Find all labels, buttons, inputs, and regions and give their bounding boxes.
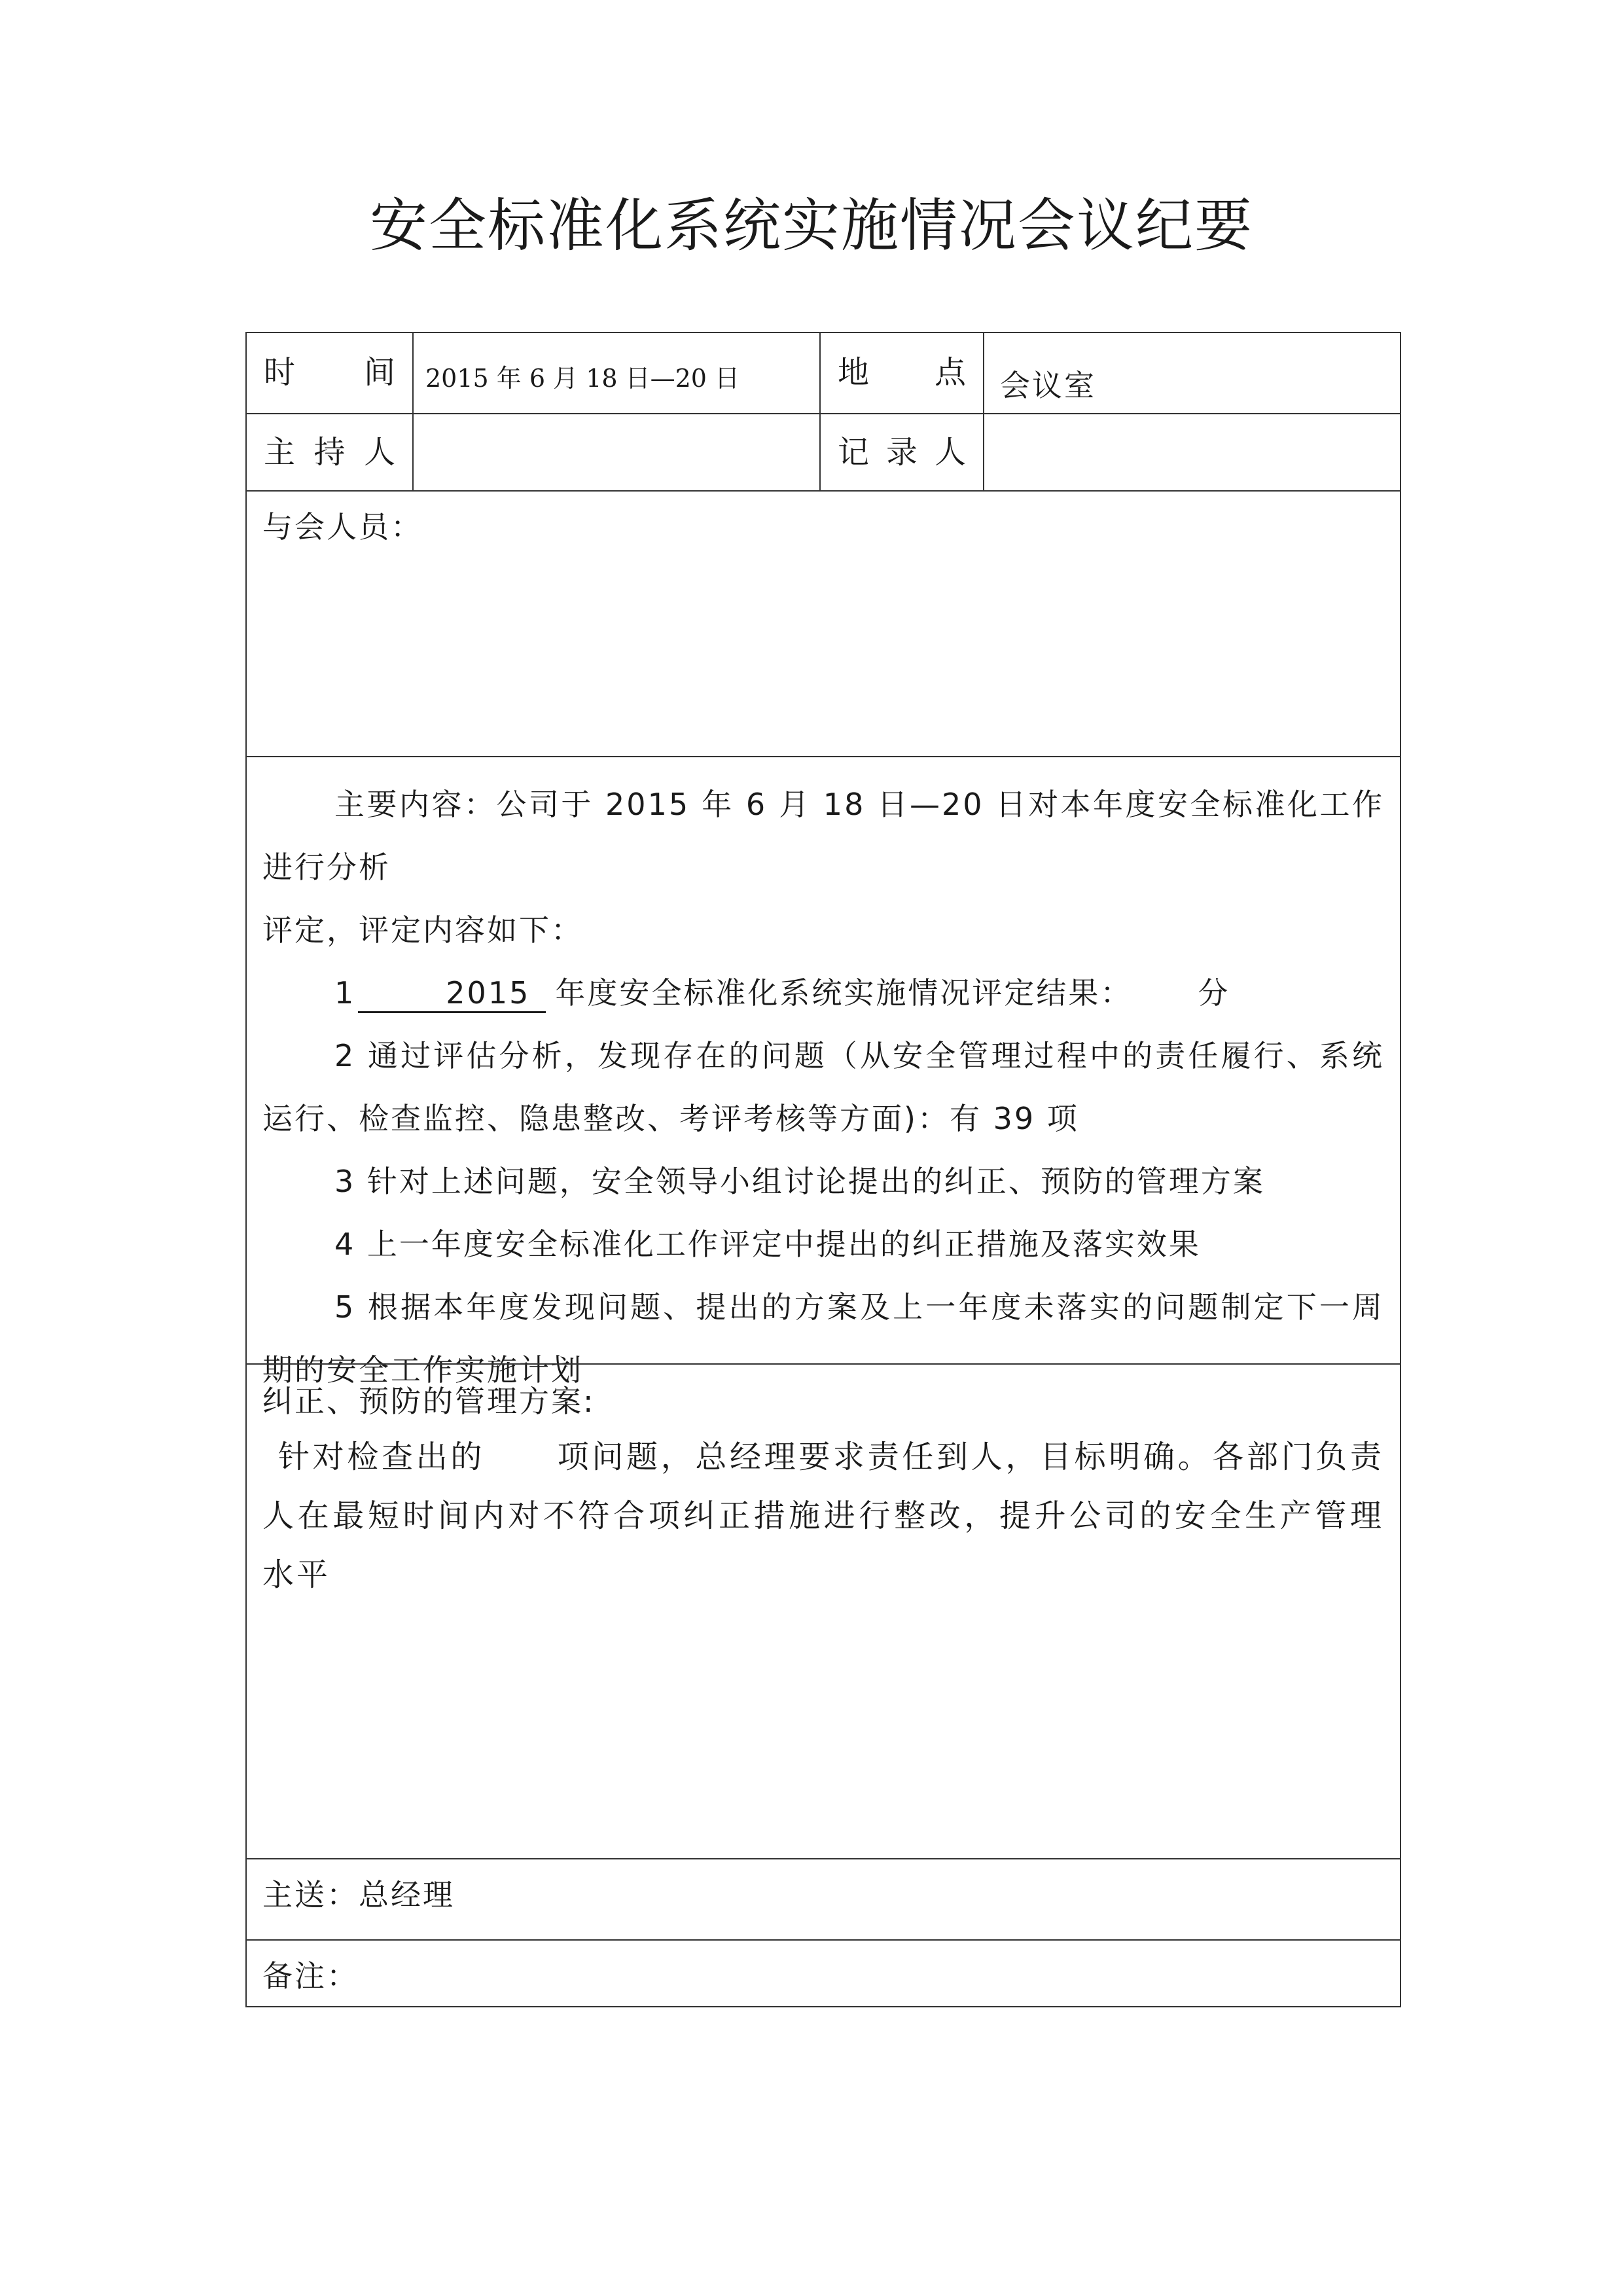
- send-to-label: 主送：: [262, 1877, 359, 1912]
- place-value-cell[interactable]: [983, 333, 1400, 413]
- attendees-label: 与会人员：: [262, 509, 423, 545]
- remarks-label: 备注：: [262, 1958, 359, 1994]
- content-section: [247, 756, 1400, 1388]
- time-label: 时 间: [264, 354, 395, 391]
- content-item-1: 1 2015 年度安全标准化系统实施情况评定结果： 分: [262, 961, 1384, 1024]
- host-label: 主 持 人: [264, 434, 395, 471]
- recorder-value-cell[interactable]: [983, 414, 1400, 490]
- place-value: 会议室: [1000, 368, 1096, 403]
- content-item-2: 2 通过评估分析，发现存在的问题（从安全管理过程中的责任履行、系统运行、检查监控、隐患整改、考评考核等方面)：有 39 项: [262, 1038, 1384, 1136]
- host-value-cell[interactable]: [412, 414, 819, 490]
- time-value-cell[interactable]: [412, 333, 819, 413]
- send-to: [262, 1879, 1384, 1910]
- place-label: 地 点: [838, 354, 966, 391]
- plan-label: 纠正、预防的管理方案:: [262, 1384, 596, 1419]
- host-recorder-row: [247, 413, 1400, 490]
- time-place-row: [247, 333, 1400, 413]
- host-label-cell: [247, 414, 412, 490]
- content-intro-line1: 主要内容：公司于 2015 年 6 月 18 日—20 日对本年度安全标准化工作进行分析: [262, 787, 1384, 885]
- plan-section: [247, 1363, 1400, 1858]
- content-item-4: 4 上一年度安全标准化工作评定中提出的纠正措施及落实效果: [334, 1227, 1201, 1262]
- time-value: 2015 年 6 月 18 日—20 日: [425, 364, 740, 393]
- send-to-row: [247, 1858, 1400, 1939]
- send-to-value[interactable]: 总经理: [359, 1877, 455, 1912]
- minutes-form: [245, 332, 1401, 2007]
- place-label-cell: [819, 333, 983, 413]
- plan-text: 针对检查出的 项问题，总经理要求责任到人，目标明确。各部门负责人在最短时间内对不符合项纠正措施进行整改，提升公司的安全生产管理水平: [262, 1439, 1384, 1593]
- year-blank[interactable]: 2015: [358, 975, 546, 1013]
- remarks-row[interactable]: [247, 1939, 1400, 2006]
- time-label-cell: [247, 333, 412, 413]
- page-title: 安全标准化系统实施情况会议纪要: [369, 192, 1253, 259]
- attendees-section[interactable]: [247, 490, 1400, 756]
- content-intro: [262, 773, 1384, 1401]
- recorder-label-cell: [819, 414, 983, 490]
- recorder-label: 记 录 人: [838, 434, 966, 471]
- content-item-5: 5 根据本年度发现问题、提出的方案及上一年度未落实的问题制定下一周期的安全工作实施计划: [262, 1289, 1384, 1388]
- content-intro-line2: 评定，评定内容如下：: [262, 912, 583, 948]
- content-item-3: 3 针对上述问题，安全领导小组讨论提出的纠正、预防的管理方案: [334, 1164, 1265, 1199]
